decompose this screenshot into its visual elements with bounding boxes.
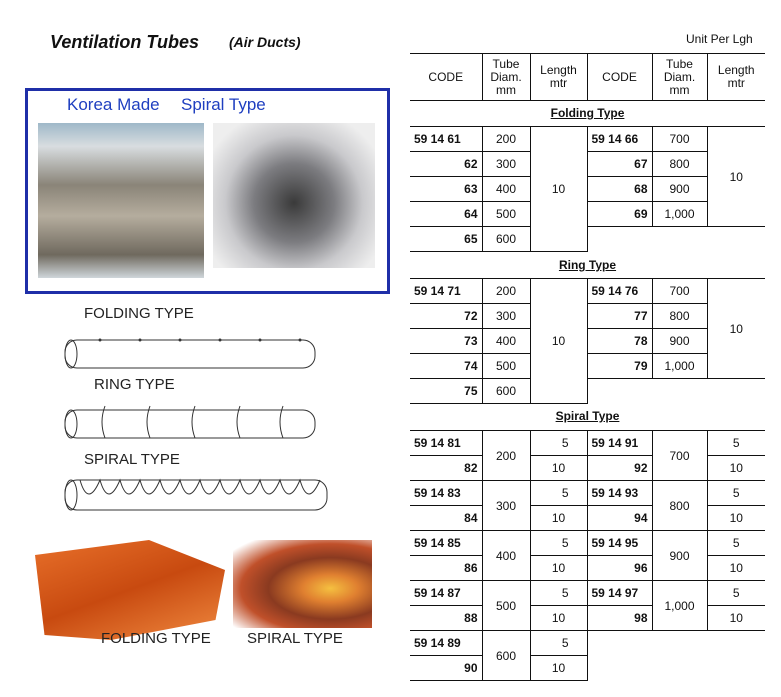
length-cell: 5 — [707, 531, 765, 556]
code-cell: 75 — [410, 379, 482, 404]
tube-photo-inner — [213, 123, 375, 268]
table-row — [410, 631, 765, 656]
code-cell: 82 — [410, 456, 482, 481]
code-cell: 63 — [410, 177, 482, 202]
table-row — [410, 581, 765, 606]
bottom-label-folding: FOLDING TYPE — [101, 630, 211, 647]
code-cell: 59 14 97 — [587, 581, 652, 606]
diameter-cell: 900 — [652, 531, 707, 581]
table-row — [410, 127, 765, 152]
section-spiral: Spiral Type — [555, 409, 620, 423]
diameter-cell: 900 — [652, 329, 707, 354]
table-row — [410, 431, 765, 456]
diameter-cell: 800 — [652, 152, 707, 177]
code-cell: 59 14 61 — [410, 127, 482, 152]
diameter-cell: 400 — [482, 177, 530, 202]
empty-cell — [587, 656, 765, 681]
diameter-cell: 1,000 — [652, 202, 707, 227]
drawing-label-ring: RING TYPE — [94, 376, 175, 393]
diameter-cell: 300 — [482, 152, 530, 177]
length-cell: 5 — [707, 581, 765, 606]
orange-folding-duct-photo — [35, 540, 225, 640]
table-row — [410, 227, 765, 252]
code-cell: 59 14 81 — [410, 431, 482, 456]
table-header — [410, 53, 765, 101]
length-cell: 10 — [530, 656, 587, 681]
spiral-table — [410, 430, 765, 681]
diameter-cell: 400 — [482, 531, 530, 581]
empty-cell — [587, 631, 765, 656]
length-cell: 5 — [530, 431, 587, 456]
tube-photo-outer — [38, 123, 204, 278]
table-row — [410, 481, 765, 506]
unit-note: Unit Per Lgh — [686, 32, 753, 46]
ring-type-drawing — [55, 400, 325, 445]
diameter-cell: 800 — [652, 481, 707, 531]
length-cell: 10 — [707, 127, 765, 227]
code-cell: 78 — [587, 329, 652, 354]
page-subtitle: (Air Ducts) — [229, 34, 301, 50]
diameter-cell: 700 — [652, 431, 707, 481]
code-cell: 94 — [587, 506, 652, 531]
table-row — [410, 506, 765, 531]
code-cell: 59 14 66 — [587, 127, 652, 152]
header-diam-2: Tube Diam. mm — [652, 54, 707, 101]
code-cell: 62 — [410, 152, 482, 177]
table-row — [410, 531, 765, 556]
code-cell: 68 — [587, 177, 652, 202]
code-cell: 59 14 95 — [587, 531, 652, 556]
code-cell: 86 — [410, 556, 482, 581]
code-cell: 92 — [587, 456, 652, 481]
length-cell: 10 — [530, 456, 587, 481]
length-cell: 10 — [707, 556, 765, 581]
header-code-2: CODE — [587, 54, 652, 101]
code-cell: 64 — [410, 202, 482, 227]
code-cell: 72 — [410, 304, 482, 329]
korea-made-label: Korea Made — [67, 95, 160, 114]
code-cell: 67 — [587, 152, 652, 177]
length-cell: 10 — [707, 606, 765, 631]
diameter-cell: 1,000 — [652, 354, 707, 379]
spiral-type-photo-label: Spiral Type — [181, 95, 266, 114]
diameter-cell: 500 — [482, 202, 530, 227]
page-title: Ventilation Tubes — [50, 32, 200, 52]
code-cell: 59 14 91 — [587, 431, 652, 456]
diameter-cell: 700 — [652, 127, 707, 152]
code-cell: 59 14 89 — [410, 631, 482, 656]
drawing-label-folding: FOLDING TYPE — [84, 305, 194, 322]
length-cell: 10 — [530, 556, 587, 581]
length-cell: 5 — [530, 631, 587, 656]
table-row — [410, 279, 765, 304]
folding-table — [410, 126, 765, 252]
code-cell: 59 14 83 — [410, 481, 482, 506]
length-cell: 10 — [707, 456, 765, 481]
code-cell: 69 — [587, 202, 652, 227]
diameter-cell: 900 — [652, 177, 707, 202]
code-cell: 59 14 71 — [410, 279, 482, 304]
code-cell: 59 14 76 — [587, 279, 652, 304]
length-cell: 10 — [530, 506, 587, 531]
diameter-cell: 700 — [652, 279, 707, 304]
diameter-cell: 500 — [482, 354, 530, 379]
code-cell: 96 — [587, 556, 652, 581]
length-cell: 5 — [530, 581, 587, 606]
ring-table — [410, 278, 765, 404]
header-code: CODE — [410, 54, 482, 101]
diameter-cell: 600 — [482, 631, 530, 681]
code-cell: 88 — [410, 606, 482, 631]
code-cell: 65 — [410, 227, 482, 252]
code-cell: 84 — [410, 506, 482, 531]
table-row — [410, 379, 765, 404]
diameter-cell: 500 — [482, 581, 530, 631]
length-cell: 10 — [530, 279, 587, 404]
header-length: Length mtr — [530, 54, 587, 101]
code-cell: 59 14 87 — [410, 581, 482, 606]
code-cell: 77 — [587, 304, 652, 329]
length-cell: 10 — [707, 506, 765, 531]
header-length-2: Length mtr — [707, 54, 765, 101]
length-cell: 10 — [530, 127, 587, 252]
code-cell: 59 14 93 — [587, 481, 652, 506]
diameter-cell: 600 — [482, 227, 530, 252]
empty-cell — [587, 379, 765, 404]
diameter-cell: 200 — [482, 431, 530, 481]
code-cell: 73 — [410, 329, 482, 354]
spiral-type-drawing — [55, 472, 335, 517]
orange-spiral-duct-photo — [233, 540, 372, 628]
section-ring: Ring Type — [558, 258, 617, 272]
table-row — [410, 656, 765, 681]
diameter-cell: 600 — [482, 379, 530, 404]
diameter-cell: 1,000 — [652, 581, 707, 631]
header-diam: Tube Diam. mm — [482, 54, 530, 101]
empty-cell — [587, 227, 765, 252]
length-cell: 5 — [530, 531, 587, 556]
length-cell: 5 — [707, 431, 765, 456]
section-folding: Folding Type — [550, 106, 625, 120]
code-cell: 98 — [587, 606, 652, 631]
diameter-cell: 800 — [652, 304, 707, 329]
table-row — [410, 556, 765, 581]
diameter-cell: 400 — [482, 329, 530, 354]
table-row — [410, 606, 765, 631]
drawing-label-spiral: SPIRAL TYPE — [84, 451, 180, 468]
diameter-cell: 200 — [482, 279, 530, 304]
table-row — [410, 456, 765, 481]
bottom-label-spiral: SPIRAL TYPE — [247, 630, 343, 647]
code-cell: 59 14 85 — [410, 531, 482, 556]
length-cell: 5 — [530, 481, 587, 506]
length-cell: 10 — [530, 606, 587, 631]
code-cell: 74 — [410, 354, 482, 379]
diameter-cell: 300 — [482, 481, 530, 531]
code-cell: 90 — [410, 656, 482, 681]
length-cell: 5 — [707, 481, 765, 506]
length-cell: 10 — [707, 279, 765, 379]
code-cell: 79 — [587, 354, 652, 379]
diameter-cell: 300 — [482, 304, 530, 329]
folding-type-drawing — [55, 330, 325, 375]
diameter-cell: 200 — [482, 127, 530, 152]
